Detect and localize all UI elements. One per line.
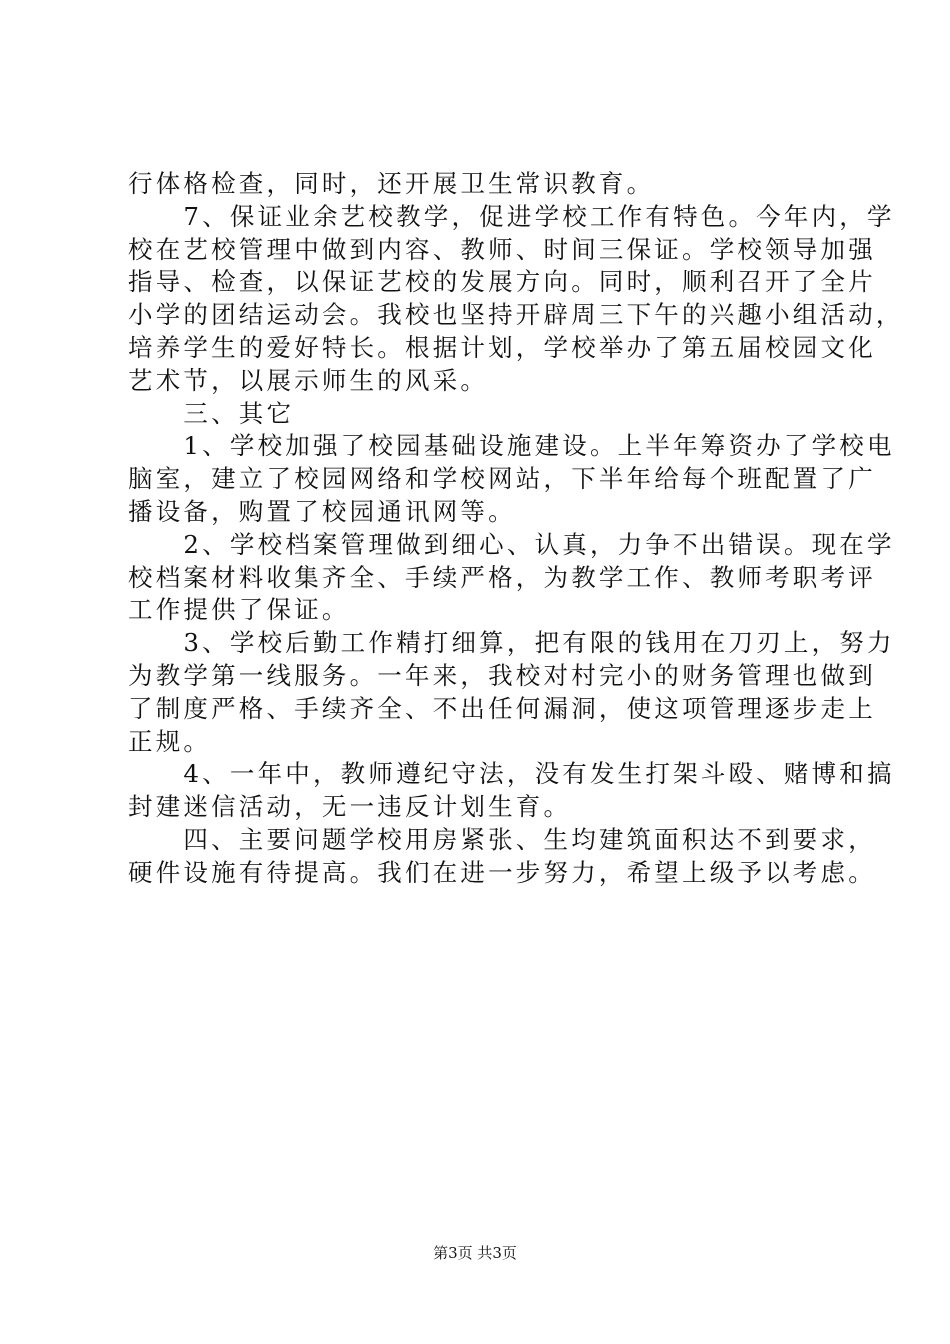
text-line: 艺术节，以展示师生的风采。 [128,365,489,395]
text-line: 工作提供了保证。 [128,595,350,625]
text-line: 4、一年中，教师遵纪守法，没有发生打架斗殴、赌博和搞 [128,759,895,789]
text-line: 行体格检查，同时，还开展卫生常识教育。 [128,169,655,198]
text-line: 培养学生的爱好特长。根据计划，学校举办了第五届校园文化 [128,332,876,362]
text-line: 播设备，购置了校园通讯网等。 [128,496,516,526]
text-line: 小学的团结运动会。我校也坚持开辟周三下午的兴趣小组活动， [128,300,904,330]
text-line: 了制度严格、手续齐全、不出任何漏洞，使这项管理逐步走上 [128,693,876,723]
text-line: 校档案材料收集齐全、手续严格，为教学工作、教师考职考评 [128,562,876,592]
section-heading: 三、其它 [128,398,295,428]
text-line: 正规。 [128,726,212,756]
text-line: 校在艺校管理中做到内容、教师、时间三保证。学校领导加强 [128,234,876,264]
text-line: 7、保证业余艺校教学，促进学校工作有特色。今年内，学 [128,201,895,231]
text-line: 指导、检查，以保证艺校的发展方向。同时，顺利召开了全片 [128,267,876,297]
page-number-footer: 第3页 共3页 [433,1244,517,1262]
text-line: 2、学校档案管理做到细心、认真，力争不出错误。现在学 [128,529,895,559]
text-line: 1、学校加强了校园基础设施建设。上半年筹资办了学校电 [128,431,895,461]
text-line: 脑室，建立了校园网络和学校网站，下半年给每个班配置了广 [128,464,876,494]
document-body [128,168,904,890]
text-line: 硬件设施有待提高。我们在进一步努力，希望上级予以考虑。 [128,857,876,887]
text-line: 3、学校后勤工作精打细算，把有限的钱用在刀刃上，努力 [128,628,895,658]
text-line: 封建迷信活动，无一违反计划生育。 [128,792,572,822]
text-line: 为教学第一线服务。一年来，我校对村完小的财务管理也做到 [128,660,876,690]
section-heading: 四、主要问题学校用房紧张、生均建筑面积达不到要求， [128,824,876,854]
